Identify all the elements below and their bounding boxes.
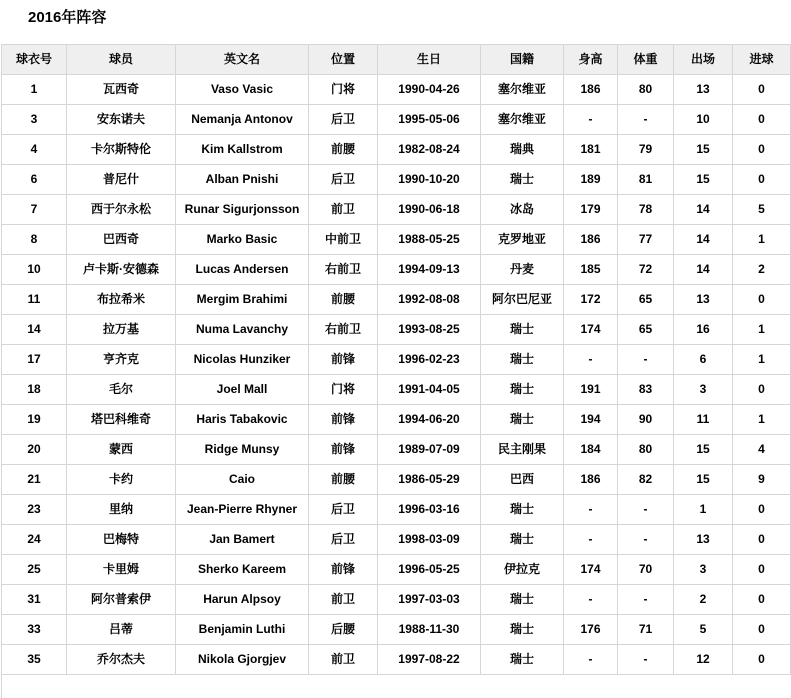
table-cell: 181 <box>564 135 618 165</box>
table-cell: 中前卫 <box>309 225 378 255</box>
table-cell: 1994-09-13 <box>378 255 481 285</box>
table-row <box>2 615 791 645</box>
table-row <box>2 255 791 285</box>
table-cell: 1996-02-23 <box>378 345 481 375</box>
table-cell: 前锋 <box>309 405 378 435</box>
table-cell: 0 <box>733 585 791 615</box>
table-cell: 1 <box>733 405 791 435</box>
table-cell: 前腰 <box>309 285 378 315</box>
table-row <box>2 225 791 255</box>
table-cell: 普尼什 <box>67 165 176 195</box>
table-cell: 10 <box>2 255 67 285</box>
table-cell: 14 <box>674 255 733 285</box>
table-cell: 卡尔斯特伦 <box>67 135 176 165</box>
table-cell: 西于尔永松 <box>67 195 176 225</box>
table-cell: Kim Kallstrom <box>176 135 309 165</box>
table-cell: 瓦西奇 <box>67 75 176 105</box>
table-cell: 19 <box>2 405 67 435</box>
table-cell: 78 <box>618 195 674 225</box>
table-cell: Jean-Pierre Rhyner <box>176 495 309 525</box>
table-cell: 后卫 <box>309 525 378 555</box>
table-cell: 90 <box>618 405 674 435</box>
table-cell: 65 <box>618 285 674 315</box>
table-cell: 77 <box>618 225 674 255</box>
table-cell: 3 <box>674 555 733 585</box>
table-cell: 瑞士 <box>481 615 564 645</box>
table-row <box>2 345 791 375</box>
table-cell: 伊拉克 <box>481 555 564 585</box>
table-cell: 卡里姆 <box>67 555 176 585</box>
table-cell: 70 <box>618 555 674 585</box>
table-cell: 25 <box>2 555 67 585</box>
table-cell: 前卫 <box>309 645 378 675</box>
table-cell: 瑞士 <box>481 375 564 405</box>
table-cell: - <box>618 585 674 615</box>
table-cell: Mergim Brahimi <box>176 285 309 315</box>
table-cell: - <box>618 645 674 675</box>
table-cell: 174 <box>564 555 618 585</box>
table-cell: 33 <box>2 615 67 645</box>
table-cell: 蒙西 <box>67 435 176 465</box>
table-cell: 1997-03-03 <box>378 585 481 615</box>
table-cell: 阿尔巴尼亚 <box>481 285 564 315</box>
table-cell: 35 <box>2 645 67 675</box>
table-cell: 179 <box>564 195 618 225</box>
page-title: 2016年阵容 <box>28 9 107 26</box>
table-cell: 0 <box>733 285 791 315</box>
table-cell: Ridge Munsy <box>176 435 309 465</box>
table-cell: 7 <box>2 195 67 225</box>
table-cell: 23 <box>2 495 67 525</box>
table-cell: 克罗地亚 <box>481 225 564 255</box>
table-cell: 1990-06-18 <box>378 195 481 225</box>
table-cell: 1996-05-25 <box>378 555 481 585</box>
table-cell: 10 <box>674 105 733 135</box>
table-cell: 冰岛 <box>481 195 564 225</box>
table-cell: 1 <box>733 345 791 375</box>
table-row <box>2 495 791 525</box>
table-cell: Alban Pnishi <box>176 165 309 195</box>
table-cell: 前锋 <box>309 435 378 465</box>
table-cell: 1 <box>733 225 791 255</box>
table-cell: 1989-07-09 <box>378 435 481 465</box>
table-cell: 185 <box>564 255 618 285</box>
table-cell: 瑞士 <box>481 525 564 555</box>
table-cell: 1 <box>2 75 67 105</box>
table-cell: 21 <box>2 465 67 495</box>
column-header: 球员 <box>67 45 176 75</box>
table-cell: 3 <box>2 105 67 135</box>
table-cell: 安东诺夫 <box>67 105 176 135</box>
table-cell: Harun Alpsoy <box>176 585 309 615</box>
table-cell: 174 <box>564 315 618 345</box>
table-cell: - <box>564 585 618 615</box>
table-row <box>2 315 791 345</box>
table-cell: 1994-06-20 <box>378 405 481 435</box>
table-cell: 1998-03-09 <box>378 525 481 555</box>
table-cell: 吕蒂 <box>67 615 176 645</box>
table-cell: 0 <box>733 525 791 555</box>
table-cell: Nikola Gjorgjev <box>176 645 309 675</box>
table-cell: 瑞士 <box>481 345 564 375</box>
table-cell: 瑞士 <box>481 165 564 195</box>
table-cell: 1 <box>733 315 791 345</box>
column-header: 球衣号 <box>2 45 67 75</box>
table-cell: 亨齐克 <box>67 345 176 375</box>
table-cell: 5 <box>733 195 791 225</box>
table-cell: 71 <box>618 615 674 645</box>
table-cell: Caio <box>176 465 309 495</box>
table-cell: 83 <box>618 375 674 405</box>
table-cell: 189 <box>564 165 618 195</box>
table-cell: 186 <box>564 75 618 105</box>
table-cell: 0 <box>733 105 791 135</box>
column-header: 国籍 <box>481 45 564 75</box>
table-cell: 塔巴科维奇 <box>67 405 176 435</box>
table-cell: 9 <box>733 465 791 495</box>
table-cell: Nicolas Hunziker <box>176 345 309 375</box>
table-cell: 80 <box>618 435 674 465</box>
table-cell: 191 <box>564 375 618 405</box>
table-row <box>2 165 791 195</box>
table-cell: 乔尔杰夫 <box>67 645 176 675</box>
column-header: 身高 <box>564 45 618 75</box>
table-cell: 194 <box>564 405 618 435</box>
table-cell: 16 <box>674 315 733 345</box>
table-cell: 186 <box>564 465 618 495</box>
table-cell: 14 <box>674 225 733 255</box>
table-cell: 5 <box>674 615 733 645</box>
table-cell: - <box>618 495 674 525</box>
table-cell: 里纳 <box>67 495 176 525</box>
table-cell: 右前卫 <box>309 255 378 285</box>
table-cell: 176 <box>564 615 618 645</box>
table-cell: 1995-05-06 <box>378 105 481 135</box>
table-row <box>2 285 791 315</box>
table-cell: - <box>564 495 618 525</box>
table-cell: 186 <box>564 225 618 255</box>
table-cell: 4 <box>733 435 791 465</box>
table-cell: 巴西奇 <box>67 225 176 255</box>
table-cell: - <box>564 525 618 555</box>
table-cell: 毛尔 <box>67 375 176 405</box>
column-header: 出场 <box>674 45 733 75</box>
table-cell: 前锋 <box>309 555 378 585</box>
table-cell: 1 <box>674 495 733 525</box>
table-row <box>2 375 791 405</box>
table-cell: 0 <box>733 375 791 405</box>
table-cell: 巴西 <box>481 465 564 495</box>
table-cell: 172 <box>564 285 618 315</box>
table-cell: 1986-05-29 <box>378 465 481 495</box>
table-cell: 8 <box>2 225 67 255</box>
table-row <box>2 195 791 225</box>
table-cell: Vaso Vasic <box>176 75 309 105</box>
column-header: 英文名 <box>176 45 309 75</box>
table-cell: 13 <box>674 75 733 105</box>
table-cell: 前锋 <box>309 345 378 375</box>
table-cell: 后卫 <box>309 105 378 135</box>
table-cell: 后卫 <box>309 165 378 195</box>
table-cell: 前腰 <box>309 465 378 495</box>
table-cell: - <box>564 645 618 675</box>
table-cell: Runar Sigurjonsson <box>176 195 309 225</box>
table-cell: 0 <box>733 645 791 675</box>
table-cell: 卡约 <box>67 465 176 495</box>
table-cell: 12 <box>674 645 733 675</box>
table-row <box>2 75 791 105</box>
table-cell: 15 <box>674 165 733 195</box>
table-row <box>2 435 791 465</box>
table-cell: 瑞典 <box>481 135 564 165</box>
table-cell: 前卫 <box>309 585 378 615</box>
table-cell: 拉万基 <box>67 315 176 345</box>
table-cell: 阿尔普索伊 <box>67 585 176 615</box>
table-cell: 卢卡斯·安德森 <box>67 255 176 285</box>
table-cell: Numa Lavanchy <box>176 315 309 345</box>
table-cell: 2 <box>674 585 733 615</box>
table-cell: 6 <box>2 165 67 195</box>
table-cell: 右前卫 <box>309 315 378 345</box>
table-cell: 巴梅特 <box>67 525 176 555</box>
table-cell: 79 <box>618 135 674 165</box>
table-row <box>2 645 791 675</box>
table-cell: 前腰 <box>309 135 378 165</box>
table-cell: 门将 <box>309 75 378 105</box>
table-cell: Jan Bamert <box>176 525 309 555</box>
table-cell: 1982-08-24 <box>378 135 481 165</box>
table-cell: 13 <box>674 525 733 555</box>
table-cell: 塞尔维亚 <box>481 75 564 105</box>
table-cell: - <box>564 105 618 135</box>
table-cell: 20 <box>2 435 67 465</box>
table-cell: 11 <box>2 285 67 315</box>
table-cell: Joel Mall <box>176 375 309 405</box>
table-cell: Lucas Andersen <box>176 255 309 285</box>
table-cell: - <box>618 105 674 135</box>
table-row <box>2 135 791 165</box>
table-header-row <box>2 45 791 75</box>
table-cell: 15 <box>674 465 733 495</box>
table-cell: 11 <box>674 405 733 435</box>
table-cell: 6 <box>674 345 733 375</box>
table-cell: 1997-08-22 <box>378 645 481 675</box>
table-left-border-continuation <box>1 675 790 698</box>
table-cell: 0 <box>733 75 791 105</box>
table-cell: 31 <box>2 585 67 615</box>
column-header: 进球 <box>733 45 791 75</box>
squad-table <box>1 44 791 675</box>
table-row <box>2 555 791 585</box>
table-cell: 后卫 <box>309 495 378 525</box>
table-cell: 瑞士 <box>481 585 564 615</box>
table-cell: - <box>564 345 618 375</box>
table-row <box>2 465 791 495</box>
table-cell: 0 <box>733 165 791 195</box>
table-cell: 1988-11-30 <box>378 615 481 645</box>
table-cell: 1988-05-25 <box>378 225 481 255</box>
table-cell: 82 <box>618 465 674 495</box>
table-cell: - <box>618 525 674 555</box>
table-cell: 0 <box>733 135 791 165</box>
table-cell: 24 <box>2 525 67 555</box>
table-cell: 3 <box>674 375 733 405</box>
table-cell: 2 <box>733 255 791 285</box>
table-cell: 1996-03-16 <box>378 495 481 525</box>
table-cell: - <box>618 345 674 375</box>
column-header: 位置 <box>309 45 378 75</box>
column-header: 体重 <box>618 45 674 75</box>
table-cell: 80 <box>618 75 674 105</box>
table-cell: 0 <box>733 555 791 585</box>
table-cell: 民主刚果 <box>481 435 564 465</box>
table-cell: Marko Basic <box>176 225 309 255</box>
table-row <box>2 405 791 435</box>
table-cell: 81 <box>618 165 674 195</box>
table-cell: 瑞士 <box>481 645 564 675</box>
table-cell: 1990-10-20 <box>378 165 481 195</box>
table-row <box>2 585 791 615</box>
table-cell: Sherko Kareem <box>176 555 309 585</box>
table-row <box>2 105 791 135</box>
table-cell: 1990-04-26 <box>378 75 481 105</box>
column-header: 生日 <box>378 45 481 75</box>
table-cell: 14 <box>674 195 733 225</box>
table-cell: 1993-08-25 <box>378 315 481 345</box>
table-cell: 4 <box>2 135 67 165</box>
table-cell: 后腰 <box>309 615 378 645</box>
table-cell: 瑞士 <box>481 405 564 435</box>
table-cell: 17 <box>2 345 67 375</box>
table-cell: 前卫 <box>309 195 378 225</box>
table-cell: 13 <box>674 285 733 315</box>
table-cell: 丹麦 <box>481 255 564 285</box>
table-cell: 18 <box>2 375 67 405</box>
table-cell: 瑞士 <box>481 315 564 345</box>
table-cell: 14 <box>2 315 67 345</box>
table-row <box>2 525 791 555</box>
table-cell: 15 <box>674 435 733 465</box>
table-cell: 65 <box>618 315 674 345</box>
table-cell: 72 <box>618 255 674 285</box>
table-cell: 184 <box>564 435 618 465</box>
table-cell: 门将 <box>309 375 378 405</box>
table-cell: 塞尔维亚 <box>481 105 564 135</box>
table-cell: 15 <box>674 135 733 165</box>
table-cell: 布拉希米 <box>67 285 176 315</box>
table-cell: 瑞士 <box>481 495 564 525</box>
table-cell: 1992-08-08 <box>378 285 481 315</box>
table-cell: Haris Tabakovic <box>176 405 309 435</box>
table-cell: 0 <box>733 615 791 645</box>
table-cell: 1991-04-05 <box>378 375 481 405</box>
table-cell: 0 <box>733 495 791 525</box>
table-cell: Nemanja Antonov <box>176 105 309 135</box>
table-cell: Benjamin Luthi <box>176 615 309 645</box>
